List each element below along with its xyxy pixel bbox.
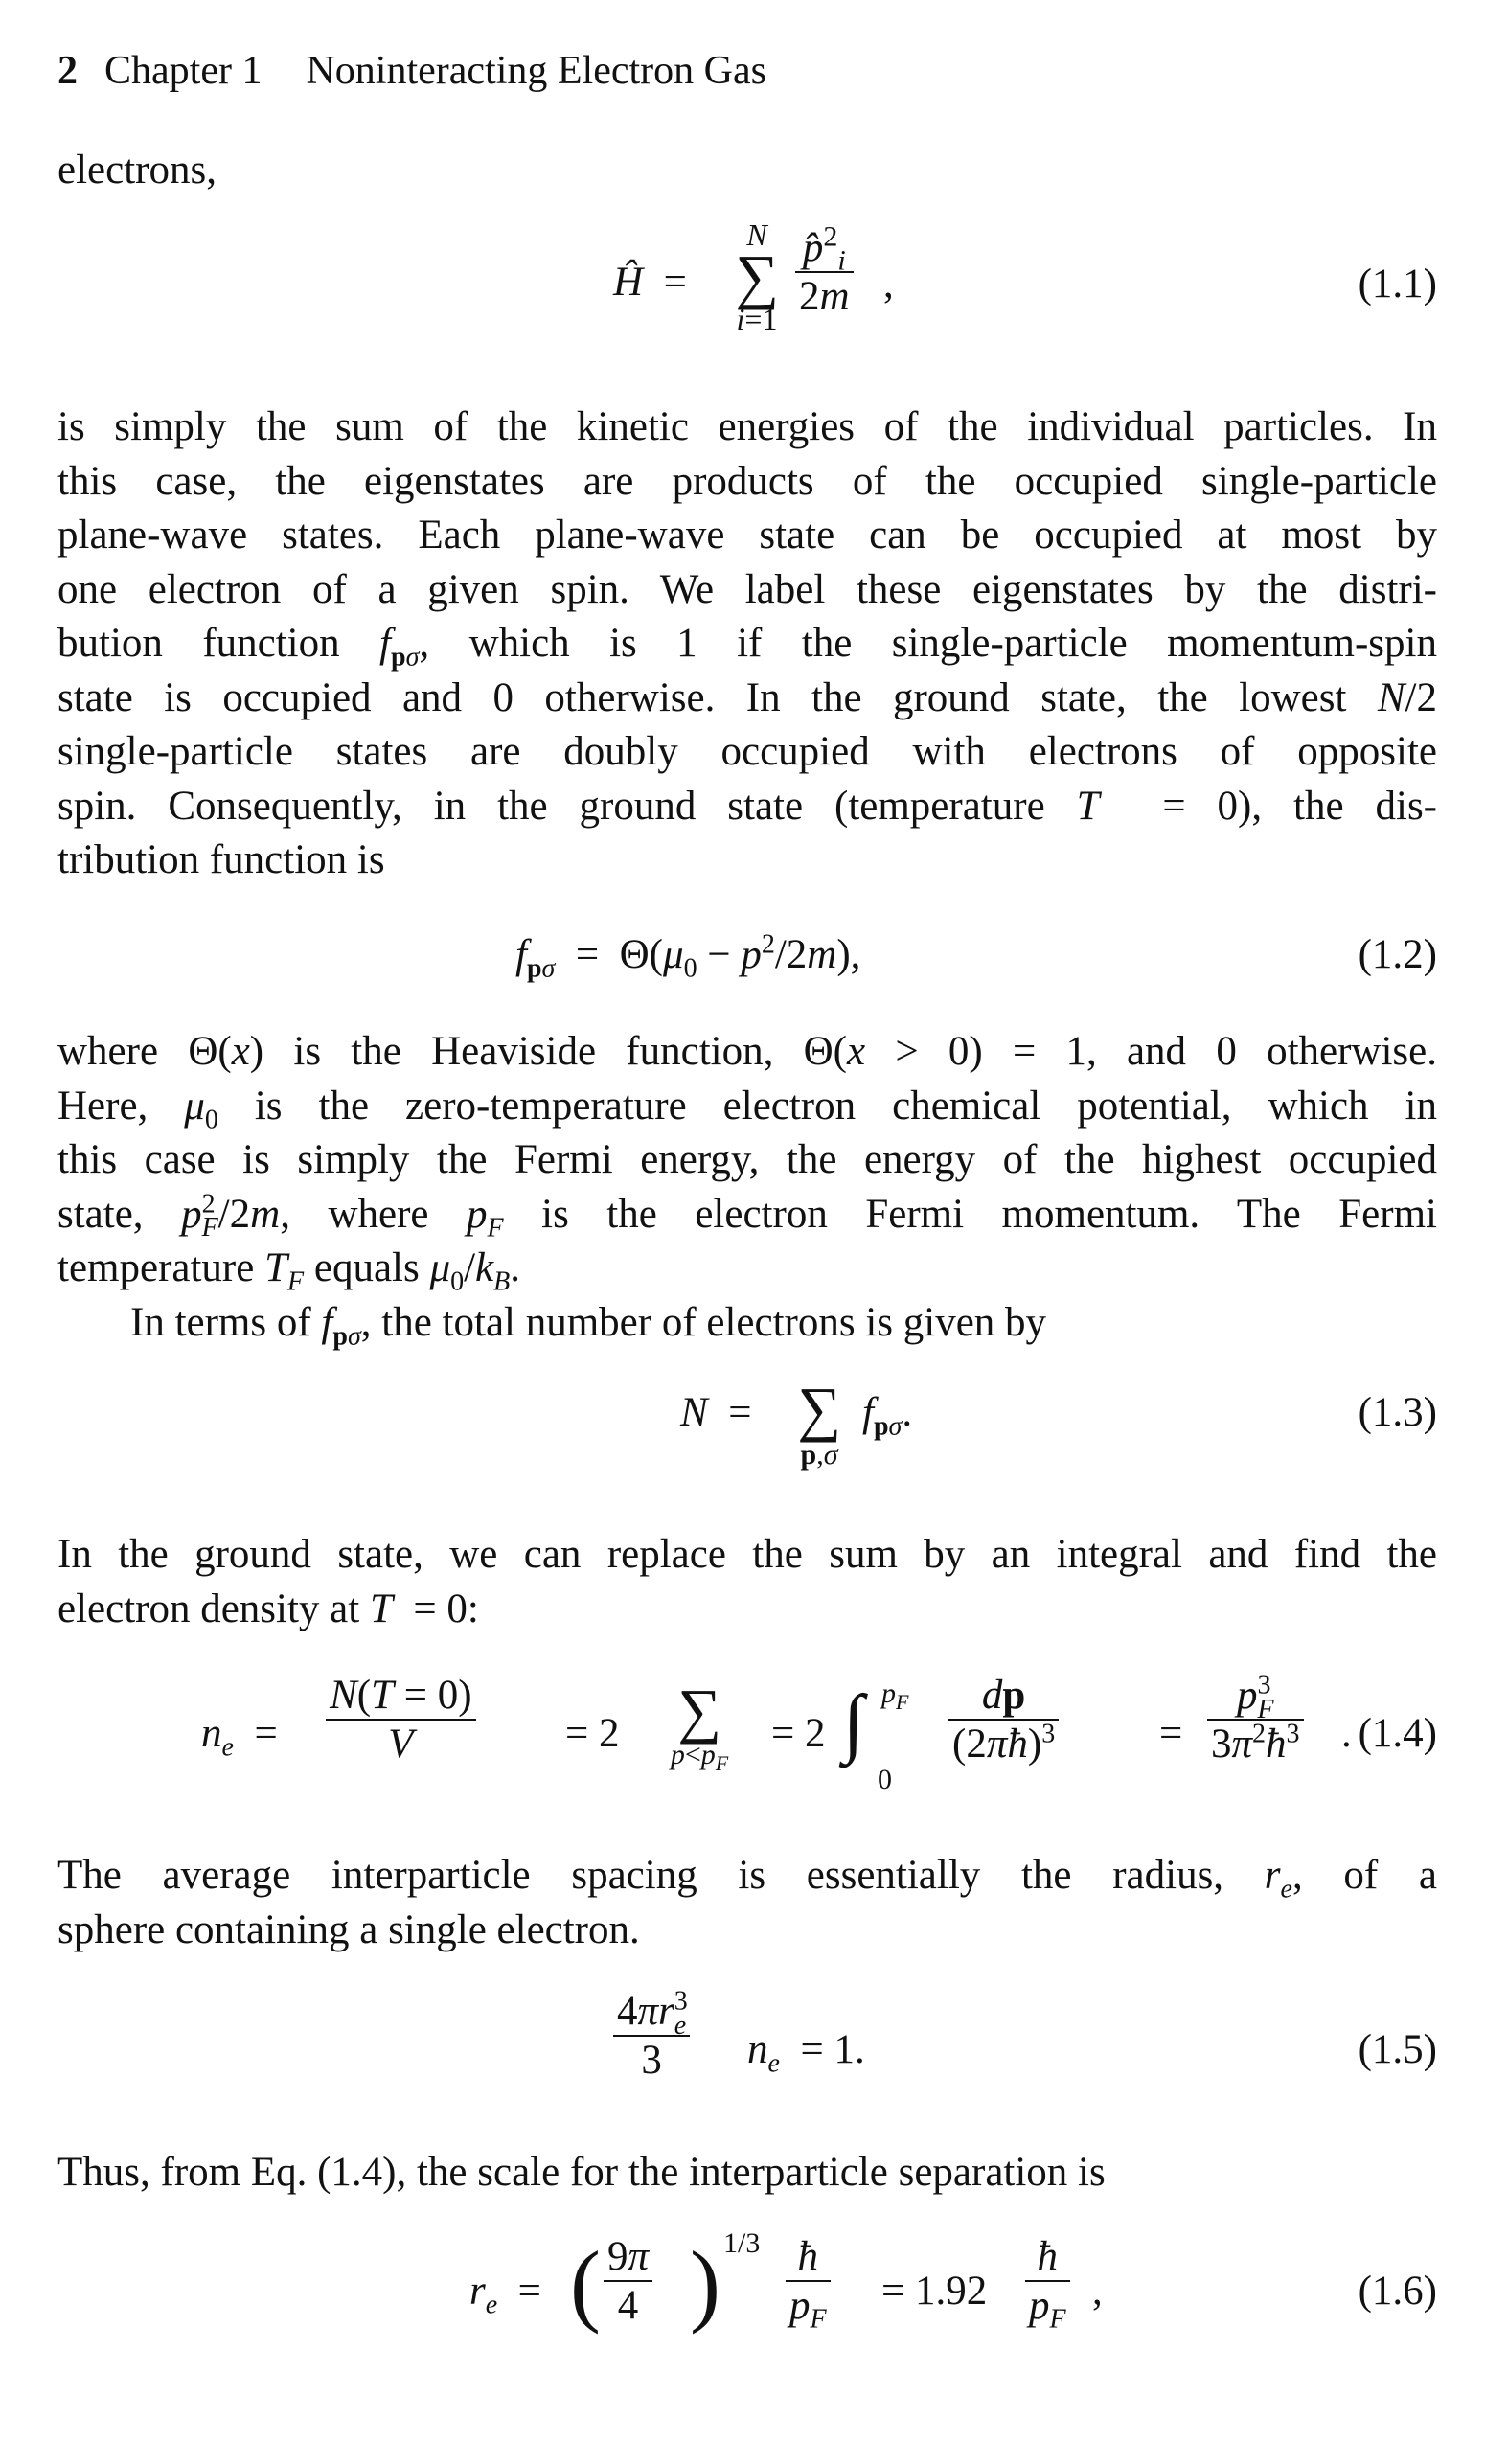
equation-1-3: N = ∑ p,σ $f_{p\sigma}$. (1.3) <box>680 1375 1437 1471</box>
equation-number: (1.6) <box>1358 2269 1437 2314</box>
equation-number: (1.1) <box>1358 262 1437 307</box>
page-number: 2 <box>57 49 78 93</box>
chapter-title: Noninteracting Electron Gas <box>306 49 766 93</box>
paragraph-3: In the ground state, we can replace the sum by an integral and find the electron density at T = 0: <box>57 1532 1437 1631</box>
equation-1-2: $f_{p\sigma} = \Theta(\mu_0 - p^2/2m)$, (1.2) <box>515 929 1437 984</box>
equation-1-4: $n_e$ = $\frac{N(T = 0)}{V}$ = 2 ∑ $p<p_F$ = 2 ∫ $p_F$ 0 $\frac{dp}{(2\pi ħ)^3}$ = $\frac{p^3_F}{3\pi^2ħ^3}$ . (1.4) <box>201 1670 1437 1795</box>
equation-number: (1.2) <box>1358 932 1437 977</box>
chapter-label: Chapter 1 <box>104 49 263 93</box>
paragraph-1: is simply the sum of the kinetic energies of the individual particles. In this case, the eigenstates are products of the occupied single-particle plane-wave states. Each plane-wave state can be occupied at most by one electron of a given spin. We label these eigenstates by the distri- bution function $f_{p\sigma}$, which is 1 if the single-particle momentum-spin state is occupied and 0 otherwise. In the ground state, the lowest N/2 single-particle states are doubly occupied with electrons of opposite spin. Consequently, in the ground state (temperature T = 0), the dis- tribution function is <box>57 404 1437 882</box>
equation-1-5: $\frac{4\pi r^3_e}{3}$ $n_e = 1$. (1.5) <box>57 1988 1437 2103</box>
equation-number: (1.4) <box>1358 1711 1437 1756</box>
paragraph-4: The average interparticle spacing is essentially the radius, $r_e$, of a sphere containing a single electron. <box>57 1853 1437 1952</box>
paragraph-intro: electrons, <box>57 148 217 193</box>
paragraph-5: Thus, from Eq. (1.4), the scale for the interparticle separation is <box>57 2150 1106 2195</box>
equation-number: (1.5) <box>1358 2027 1437 2072</box>
equation-1-6: $r_e$ = ( $\frac{9\pi}{4}$ ) 1/3 $\frac{ħ}{p_F}$ = 1.92 $\frac{ħ}{p_F}$ , (1.6) <box>469 2227 1437 2335</box>
equation-number: (1.3) <box>1358 1390 1437 1435</box>
running-header <box>57 48 766 94</box>
equation-1-1: Ĥ = N ∑ i=1 $\frac{p̂^2_i}{2m}$ , (1.1) <box>613 217 1437 336</box>
paragraph-2: where Θ(x) is the Heaviside function, Θ(x > 0) = 1, and 0 otherwise. Here, $\mu_0$ is the zero-temperature electron chemical potential, which in this case is simply the Fermi energy, the energy of the highest occupied state, $p^2_F/2m$, where $p_F$ is the electron Fermi momentum. The Fermi temperature $T_F$ equals $\mu_0/k_B$. In terms of $f_{p\sigma}$, the total number of electrons is given by <box>57 1029 1437 1352</box>
